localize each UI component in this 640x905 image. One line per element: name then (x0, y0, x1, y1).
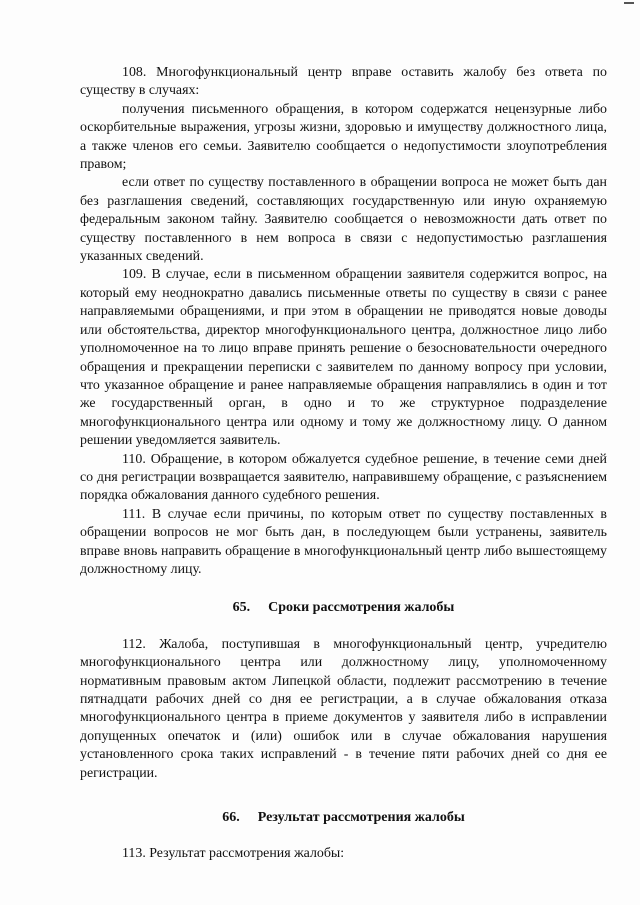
paragraph-113: 113. Результат рассмотрения жалобы: (122, 846, 345, 862)
paragraph-111: 111. В случае если причины, по которым ответ по существу поставленных в обращении вопросов не мог быть дан, в последующем были устранены, заявитель вправе вновь направить обращение в многофункциональный центр либо вышестоящему должностному лицу. (80, 506, 607, 577)
section-heading-65 (80, 599, 607, 617)
section-number: 65. (232, 600, 251, 616)
document-body (80, 64, 607, 864)
paragraph-108-case-1: получения письменного обращения, в котором содержатся нецензурные либо оскорбительные выражения, угрозы жизни, здоровью и имуществу должностного лица, а также членов его семьи. Заявителю сообщается о недопустимости злоупотребления правом; (80, 101, 607, 173)
paragraph-108-case-2: если ответ по существу поставленного в обращении вопроса не может быть дан без разглашения сведений, составляющих государственную или иную охраняемую федеральным законом тайну. Заявителю сообщается о невозможности дать ответ по существу поставленного в нем вопроса в связи с недопустимостью разглашения указанных сведений. (80, 175, 607, 265)
scan-mark (624, 2, 634, 4)
paragraph-108: 108. Многофункциональный центр вправе оставить жалобу без ответа по существу в случаях: (80, 65, 607, 99)
section-number: 66. (222, 810, 240, 826)
paragraph-109: 109. В случае, если в письменном обращении заявителя содержится вопрос, на который ему неоднократно давались письменные ответы по существу в связи с ранее направляемыми обращениями, и при этом в обращении не приводятся новые доводы или обстоятельства, директор многофункционального центра, должностное лицо либо уполномоченное на то лицо вправе принять решение о безосновательности очередного обращения и прекращении переписки с заявителем по данному вопросу при условии, что указанное обращение и ранее направляемые обращения направлялись в один и тот же государственный орган, в одно и то же структурное подразделение многофункционального центра или одному и тому же должностному лицу. О данном решении уведомляется заявитель. (80, 267, 607, 449)
section-title: Сроки рассмотрения жалобы (268, 600, 455, 616)
paragraph-110: 110. Обращение, в котором обжалуется судебное решение, в течение семи дней со дня регистрации возвращается заявителю, направившему обращение, с разъяснением порядка обжалования данного судебного решения. (80, 451, 607, 504)
section-title: Результат рассмотрения жалобы (257, 810, 465, 826)
section-heading-66 (80, 809, 607, 827)
paragraph-112: 112. Жалоба, поступившая в многофункциональный центр, учредителю многофункционального центра или должностному лицу, уполномоченному нормативным правовым актом Липецкой области, подлежит рассмотрению в течение пятнадцати рабочих дней со дня ее регистрации, а в случае обжалования отказа многофункционального центра в приеме документов у заявителя либо в исправлении допущенных опечаток и (или) ошибок или в случае обжалования нарушения установленного срока таких исправлений - в течение пяти рабочих дней со дня ее регистрации. (80, 636, 607, 781)
